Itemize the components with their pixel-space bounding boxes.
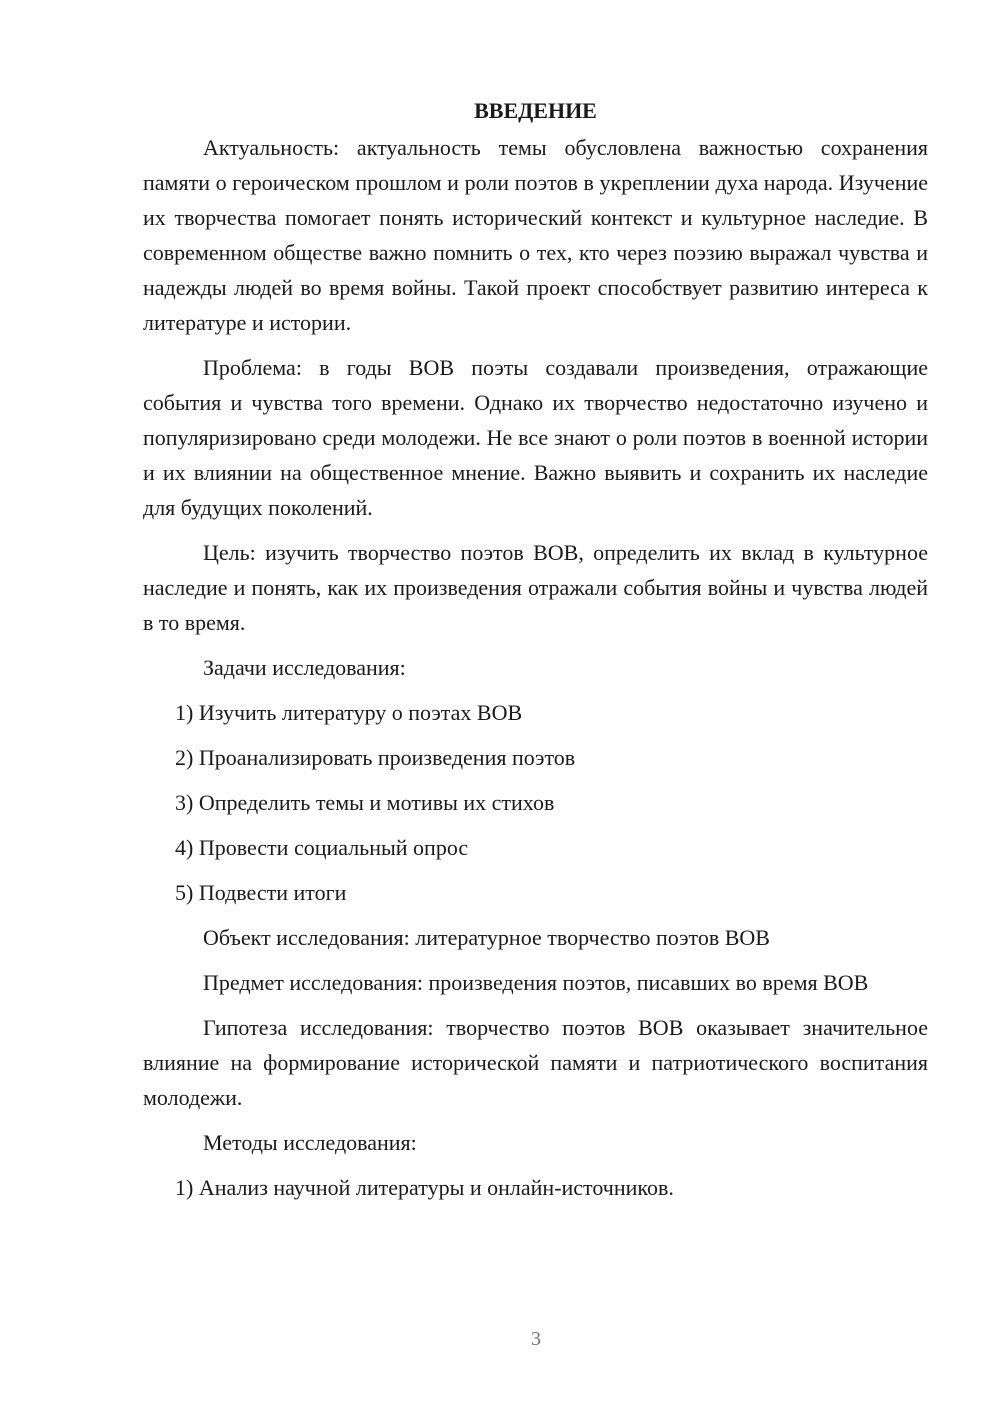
method-item: 1) Анализ научной литературы и онлайн-источников. [175, 1175, 674, 1200]
methods-heading: Методы исследования: [203, 1130, 417, 1155]
task-item: 4) Провести социальный опрос [175, 835, 469, 860]
problem-paragraph: Проблема: в годы ВОВ поэты создавали произведения, отражающие события и чувства того времени. Однако их творчество недостаточно изучено и популяризировано среди молодежи. Не все знают о роли поэтов в военной истории и их влиянии на общественное мнение. Важно выявить и сохранить их наследие для будущих поколений. [143, 355, 928, 520]
page-title: ВВЕДЕНИЕ [474, 98, 597, 123]
task-item: 5) Подвести итоги [175, 880, 347, 905]
subject-paragraph: Предмет исследования: произведения поэтов, писавших во время ВОВ [203, 970, 869, 995]
page-number: 3 [531, 1328, 541, 1350]
document-page [143, 93, 928, 1215]
task-item: 1) Изучить литературу о поэтах ВОВ [175, 700, 523, 725]
task-item: 3) Определить темы и мотивы их стихов [175, 790, 555, 815]
tasks-heading: Задачи исследования: [203, 655, 406, 680]
goal-paragraph: Цель: изучить творчество поэтов ВОВ, определить их вклад в культурное наследие и понять, как их произведения отражали события войны и чувства людей в то время. [143, 540, 928, 635]
object-paragraph: Объект исследования: литературное творчество поэтов ВОВ [203, 925, 770, 950]
hypothesis-paragraph: Гипотеза исследования: творчество поэтов ВОВ оказывает значительное влияние на формирование исторической памяти и патриотического воспитания молодежи. [143, 1015, 928, 1110]
task-item: 2) Проанализировать произведения поэтов [175, 745, 576, 770]
relevance-paragraph: Актуальность: актуальность темы обусловлена важностью сохранения памяти о героическом прошлом и роли поэтов в укреплении духа народа. Изучение их творчества помогает понять исторический контекст и культурное наследие. В современном обществе важно помнить о тех, кто через поэзию выражал чувства и надежды людей во время войны. Такой проект способствует развитию интереса к литературе и истории. [143, 135, 928, 335]
